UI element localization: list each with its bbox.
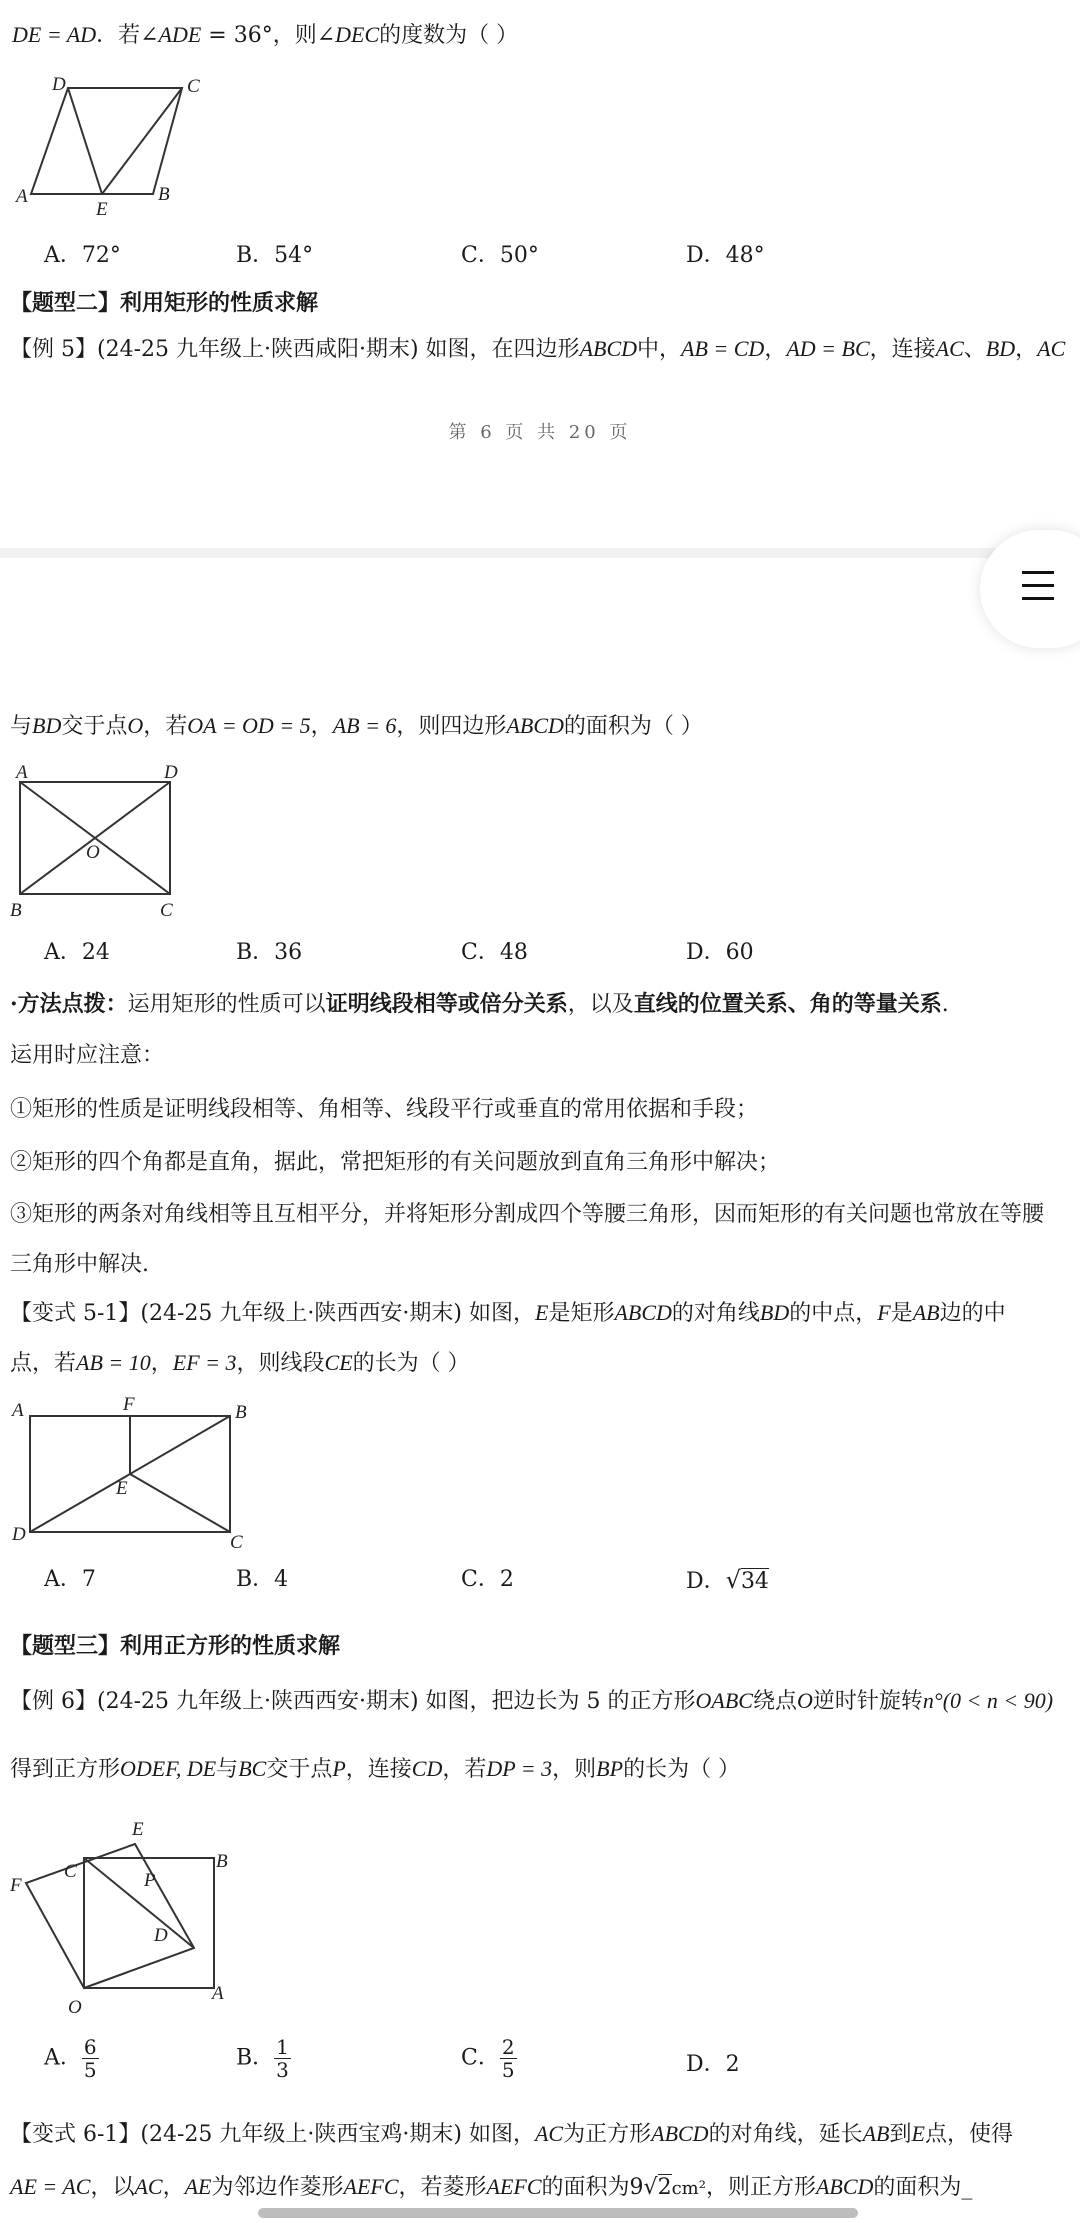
math-expr: BD	[32, 713, 62, 738]
text: 点，使得	[924, 2122, 1013, 2147]
option-label: A．	[44, 2045, 82, 2071]
text: ，	[150, 1351, 173, 1376]
math-expr: AD = BC	[786, 336, 870, 361]
math-expr: AB = 6	[332, 713, 397, 738]
fraction	[500, 2036, 517, 2081]
hamburger-icon	[1022, 571, 1054, 601]
text: 的长为（ ）	[623, 1757, 741, 1782]
label-o: O	[68, 1997, 82, 2018]
variant-5-1-line1	[10, 1298, 1006, 1329]
math-expr: P	[332, 1756, 346, 1781]
option-label: D．	[686, 1569, 726, 1594]
text: ，则	[552, 1757, 597, 1782]
segment-cd	[84, 1858, 194, 1948]
label-e: E	[132, 1819, 144, 1840]
rectangle-figure-o	[8, 764, 198, 926]
label-d: D	[52, 74, 66, 95]
unit: cm²	[671, 2178, 706, 2199]
math-expr: AC	[1037, 336, 1066, 361]
text: 到	[889, 2122, 912, 2147]
math-expr: ABCD	[815, 2174, 874, 2199]
text: 的中点，	[789, 1301, 878, 1326]
numerator: 6	[83, 2035, 97, 2059]
label-b: B	[216, 1851, 228, 1872]
note-2: ②矩形的四个角都是直角，据此，常把矩形的有关问题放到直角三角形中解决；	[10, 1150, 781, 1175]
math-expr: BC	[238, 1756, 267, 1781]
math-expr: DEC	[335, 22, 380, 47]
note-3: ③矩形的两条对角线相等且互相平分，并将矩形分割成四个等腰三角形，因而矩形的有关问题也常放在等腰	[10, 1202, 1045, 1227]
text: ，若	[143, 714, 188, 739]
math-expr: ABCD	[506, 713, 564, 738]
text: ，以及	[567, 992, 634, 1017]
label-c: C	[230, 1532, 243, 1553]
text: 的面积为	[541, 2175, 630, 2200]
option-label: B．	[236, 2045, 275, 2071]
label-f: F	[10, 1875, 22, 1896]
text: 交于点	[61, 714, 128, 739]
text: ，以	[90, 2175, 135, 2200]
radicand: 34	[740, 1569, 769, 1594]
math-expr: E	[911, 2121, 925, 2146]
math-expr: EF = 3	[172, 1350, 237, 1375]
question-tail-line	[12, 20, 518, 51]
sqrt-sign: √	[643, 2175, 658, 2200]
text: 是矩形	[548, 1301, 615, 1326]
math-expr: ABCD	[614, 1300, 672, 1325]
option-a: A．24	[44, 940, 110, 965]
label-e: E	[96, 199, 108, 220]
math-expr: CD	[411, 1756, 443, 1781]
label-a: A	[16, 186, 28, 207]
page-sheet-6	[0, 0, 1080, 548]
math-expr: n°	[922, 1688, 943, 1713]
text: 逆时针旋转	[812, 1689, 923, 1714]
math-expr: ODEF, DE	[120, 1756, 217, 1781]
option-d: D．60	[686, 940, 754, 965]
label-f: F	[123, 1394, 135, 1415]
parallelogram-figure	[10, 70, 210, 220]
denominator: 5	[83, 2058, 97, 2082]
option-b	[236, 2036, 291, 2081]
label-b: B	[235, 1402, 247, 1423]
text: ，	[764, 337, 787, 362]
text: 的度数为（ ）	[379, 23, 519, 48]
math-expr: OABC	[695, 1688, 753, 1713]
fraction	[274, 2036, 291, 2081]
text: 的面积为（ ）	[563, 714, 703, 739]
math-expr: ABCD	[579, 336, 638, 361]
sqrt-sign: √	[725, 1566, 741, 1594]
variant-5-1-line2	[10, 1348, 470, 1379]
math-expr: AB	[862, 2121, 890, 2146]
math-expr: DE = AD	[12, 22, 97, 47]
coefficient: 9	[629, 2175, 644, 2200]
denominator: 5	[501, 2058, 515, 2082]
option-label: C．	[461, 2045, 500, 2071]
note-3-cont: 三角形中解决.	[10, 1252, 149, 1277]
option-b: B．4	[236, 1567, 289, 1592]
option-d: D．48°	[686, 243, 765, 268]
note-1: ①矩形的性质是证明线段相等、角相等、线段平行或垂直的常用依据和手段；	[10, 1097, 759, 1122]
text: 是	[890, 1301, 913, 1326]
numerator: 2	[501, 2035, 515, 2059]
text: ，若菱形	[398, 2175, 487, 2200]
math-expr: AB = CD	[681, 336, 765, 361]
tip-label: ·方法点拨：	[10, 991, 128, 1017]
math-expr: F	[877, 1300, 891, 1325]
math-expr: O	[127, 713, 144, 738]
option-d	[686, 1565, 769, 1597]
text: 【变式 5-1】(24-25 九年级上·陕西西安·期末) 如图，	[10, 1301, 535, 1326]
math-expr: AC	[935, 336, 964, 361]
text: 点，若	[10, 1351, 77, 1376]
rectangle-figure-ef	[8, 1394, 258, 1554]
text: ，则四边形	[396, 714, 507, 739]
math-expr: ABCD	[651, 2121, 709, 2146]
label-p: P	[144, 1870, 156, 1891]
math-expr: AC	[534, 2121, 564, 2146]
variant-6-1-line2	[10, 2172, 972, 2204]
fraction	[82, 2036, 99, 2081]
option-a: A．7	[44, 1567, 96, 1592]
numerator: 1	[276, 2035, 289, 2059]
option-c: C．2	[461, 1567, 514, 1592]
text: 的对角线，延长	[708, 2122, 863, 2147]
segment-ec	[130, 1474, 230, 1532]
text: 的长为（ ）	[352, 1351, 470, 1376]
text: ，连接	[869, 337, 936, 362]
text: 为正方形	[563, 2122, 652, 2147]
example-5-continued	[10, 711, 703, 742]
page-sheet-7	[0, 558, 1080, 2223]
example-6-line2	[10, 1754, 740, 1785]
text: 绕点	[753, 1689, 798, 1714]
section-title: 【题型二】利用矩形的性质求解	[10, 290, 319, 316]
text: ，若	[442, 1757, 487, 1782]
text: 【变式 6-1】(24-25 九年级上·陕西宝鸡·期末) 如图，	[10, 2122, 535, 2147]
label-b: B	[158, 184, 170, 205]
label-o: O	[86, 842, 100, 863]
text: ，则线段	[236, 1351, 325, 1376]
text: 【例 5】(24-25 九年级上·陕西咸阳·期末) 如图，在四边形	[10, 337, 580, 362]
math-expr: AEFC	[486, 2174, 542, 2199]
text: ，	[310, 714, 333, 739]
square-rotation-figure	[8, 1803, 248, 2035]
segment-ec	[102, 88, 182, 194]
option-a: A．72°	[44, 243, 121, 268]
option-d: D．2	[686, 2052, 740, 2077]
segment-de	[68, 88, 102, 194]
text: 运用矩形的性质可以	[127, 992, 326, 1017]
label-d: D	[12, 1524, 26, 1545]
text: 边的中	[939, 1301, 1006, 1326]
text: 的对角线	[671, 1301, 760, 1326]
label-d: D	[154, 1925, 168, 1946]
math-expr: AC	[134, 2174, 163, 2199]
denominator: 3	[276, 2058, 289, 2082]
note-title: 运用时应注意：	[10, 1043, 165, 1068]
math-expr: OA = OD = 5	[187, 713, 311, 738]
text: ，连接	[345, 1757, 412, 1782]
math-expr: (0 < n < 90)	[942, 1688, 1054, 1713]
text: 交于点	[266, 1757, 333, 1782]
option-c: C．48	[461, 940, 528, 965]
label-e: E	[116, 1478, 128, 1499]
text: 得到正方形	[10, 1757, 121, 1782]
radicand: 2	[657, 2175, 672, 2200]
math-expr: BD	[985, 336, 1016, 361]
text: 的面积为_	[873, 2175, 973, 2200]
text: 与	[10, 714, 33, 739]
text: 【例 6】(24-25 九年级上·陕西西安·期末) 如图，把边长为 5 的正方形	[10, 1689, 696, 1714]
example-6-line1	[10, 1686, 1053, 1717]
method-tip	[10, 989, 949, 1020]
math-expr: BP	[596, 1756, 624, 1781]
math-expr: DP = 3	[486, 1756, 553, 1781]
label-a: A	[12, 1400, 24, 1421]
example-5-line	[10, 334, 1065, 365]
text: 为邻边作菱形	[211, 2175, 344, 2200]
option-b: B．36	[236, 940, 303, 965]
text: 与	[216, 1757, 239, 1782]
option-c	[461, 2036, 517, 2081]
label-c: C	[160, 900, 173, 921]
label-a: A	[16, 764, 28, 783]
option-b: B．54°	[236, 243, 314, 268]
math-expr: AB = 10	[76, 1350, 151, 1375]
label-c: C	[64, 1861, 77, 1882]
label-c: C	[187, 76, 200, 97]
math-expr: CE	[324, 1350, 353, 1375]
emphasis: 证明线段相等或倍分关系	[325, 991, 568, 1017]
text: ．若∠	[96, 23, 159, 48]
math-expr: AB	[912, 1300, 940, 1325]
square-odef	[26, 1844, 194, 1988]
text: ，	[162, 2175, 185, 2200]
section-title: 【题型三】利用正方形的性质求解	[10, 1633, 341, 1659]
label-b: B	[10, 900, 22, 921]
label-a: A	[212, 1983, 224, 2004]
horizontal-scrollbar[interactable]	[258, 2208, 858, 2218]
math-expr: O	[797, 1688, 813, 1713]
text: 、	[963, 337, 986, 362]
label-d: D	[164, 764, 178, 783]
emphasis: 直线的位置关系、角的等量关系	[633, 991, 942, 1017]
text: = 36°，则∠	[201, 23, 336, 48]
math-expr: ADE	[158, 22, 202, 47]
option-a	[44, 2036, 99, 2081]
math-expr: AE	[184, 2174, 212, 2199]
text: ，	[1015, 337, 1038, 362]
text: 中，	[637, 337, 682, 362]
option-c: C．50°	[461, 243, 539, 268]
parallelogram-shape	[31, 88, 182, 194]
math-expr: AE = AC	[10, 2174, 91, 2199]
text: .	[941, 992, 949, 1017]
math-expr: BD	[759, 1300, 790, 1325]
page-footer: 第 6 页 共 20 页	[448, 422, 632, 443]
math-expr: AEFC	[343, 2174, 399, 2199]
text: ，则正方形	[705, 2175, 816, 2200]
math-expr: E	[534, 1300, 549, 1325]
variant-6-1-line1	[10, 2119, 1013, 2150]
